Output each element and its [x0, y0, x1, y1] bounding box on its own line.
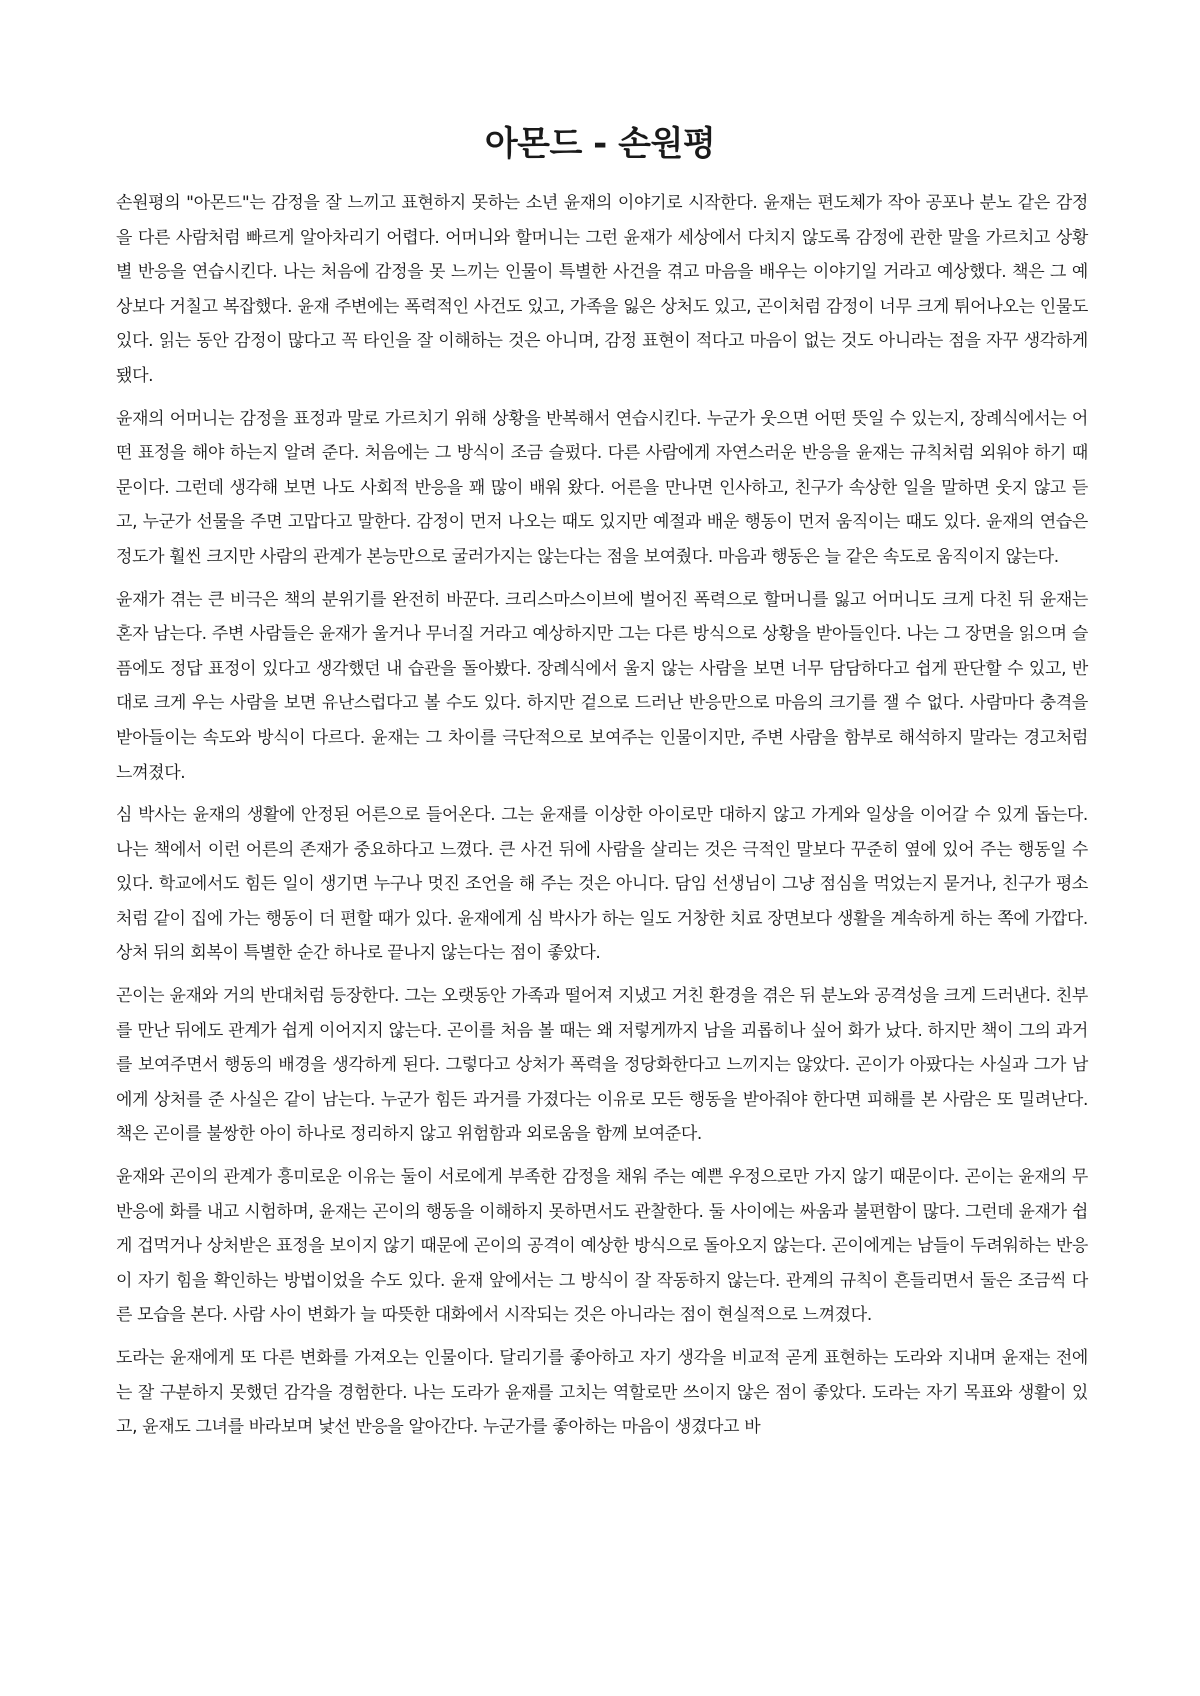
paragraph-4: 심 박사는 윤재의 생활에 안정된 어른으로 들어온다. 그는 윤재를 이상한 아이로만 대하지 않고 가게와 일상을 이어갈 수 있게 돕는다. 나는 책에서 이런 어른의 존재가 중요하다고 느꼈다. 큰 사건 뒤에 사람을 살리는 것은 극적인 말보다 꾸준히 옆에 있어 주는 행동일 수 있다. 학교에서도 힘든 일이 생기면 누구나 멋진 조언을 해 주는 것은 아니다. 담임 선생님이 그냥 점심을 먹었는지 묻거나, 친구가 평소처럼 같이 집에 가는 행동이 더 편할 때가 있다. 윤재에게 심 박사가 하는 일도 거창한 치료 장면보다 생활을 계속하게 하는 쪽에 가깝다. 상처 뒤의 회복이 특별한 순간 하나로 끝나지 않는다는 점이 좋았다.	[116, 805, 1088, 964]
paragraph-2: 윤재의 어머니는 감정을 표정과 말로 가르치기 위해 상황을 반복해서 연습시킨다. 누군가 웃으면 어떤 뜻일 수 있는지, 장례식에서는 어떤 표정을 해야 하는지 알려 준다. 처음에는 그 방식이 조금 슬펐다. 다른 사람에게 자연스러운 반응을 윤재는 규칙처럼 외워야 하기 때문이다. 그런데 생각해 보면 나도 사회적 반응을 꽤 많이 배워 왔다. 어른을 만나면 인사하고, 친구가 속상한 일을 말하면 웃지 않고 듣고, 누군가 선물을 주면 고맙다고 말한다. 감정이 먼저 나오는 때도 있지만 예절과 배운 행동이 먼저 움직이는 때도 있다. 윤재의 연습은 정도가 훨씬 크지만 사람의 관계가 본능만으로 굴러가지는 않는다는 점을 보여줬다. 마음과 행동은 늘 같은 속도로 움직이지 않는다.	[116, 408, 1088, 567]
document-body	[116, 186, 1088, 1453]
document-title: 아몬드 - 손원평	[484, 124, 716, 164]
paragraph-3: 윤재가 겪는 큰 비극은 책의 분위기를 완전히 바꾼다. 크리스마스이브에 벌어진 폭력으로 할머니를 잃고 어머니도 크게 다친 뒤 윤재는 혼자 남는다. 주변 사람들은 윤재가 울거나 무너질 거라고 예상하지만 그는 다른 방식으로 상황을 받아들인다. 나는 그 장면을 읽으며 슬픔에도 정답 표정이 있다고 생각했던 내 습관을 돌아봤다. 장례식에서 울지 않는 사람을 보면 너무 담담하다고 쉽게 판단할 수 있고, 반대로 크게 우는 사람을 보면 유난스럽다고 볼 수도 있다. 하지만 겉으로 드러난 반응만으로 마음의 크기를 잴 수 없다. 사람마다 충격을 받아들이는 속도와 방식이 다르다. 윤재는 그 차이를 극단적으로 보여주는 인물이지만, 주변 사람을 함부로 해석하지 말라는 경고처럼 느껴졌다.	[116, 589, 1088, 783]
paragraph-1: 손원평의 "아몬드"는 감정을 잘 느끼고 표현하지 못하는 소년 윤재의 이야기로 시작한다. 윤재는 편도체가 작아 공포나 분노 같은 감정을 다른 사람처럼 빠르게 알아차리기 어렵다. 어머니와 할머니는 그런 윤재가 세상에서 다치지 않도록 감정에 관한 말을 가르치고 상황별 반응을 연습시킨다. 나는 처음에 감정을 못 느끼는 인물이 특별한 사건을 겪고 마음을 배우는 이야기일 거라고 예상했다. 책은 그 예상보다 거칠고 복잡했다. 윤재 주변에는 폭력적인 사건도 있고, 가족을 잃은 상처도 있고, 곤이처럼 감정이 너무 크게 튀어나오는 인물도 있다. 읽는 동안 감정이 많다고 꼭 타인을 잘 이해하는 것은 아니며, 감정 표현이 적다고 마음이 없는 것도 아니라는 점을 자꾸 생각하게 됐다.	[116, 193, 1088, 386]
paragraph-6: 윤재와 곤이의 관계가 흥미로운 이유는 둘이 서로에게 부족한 감정을 채워 주는 예쁜 우정으로만 가지 않기 때문이다. 곤이는 윤재의 무반응에 화를 내고 시험하며, 윤재는 곤이의 행동을 이해하지 못하면서도 관찰한다. 둘 사이에는 싸움과 불편함이 많다. 그런데 윤재가 쉽게 겁먹거나 상처받은 표정을 보이지 않기 때문에 곤이의 공격이 예상한 방식으로 돌아오지 않는다. 곤이에게는 남들이 두려워하는 반응이 자기 힘을 확인하는 방법이었을 수도 있다. 윤재 앞에서는 그 방식이 잘 작동하지 않는다. 관계의 규칙이 흔들리면서 둘은 조금씩 다른 모습을 본다. 사람 사이 변화가 늘 따뜻한 대화에서 시작되는 것은 아니라는 점이 현실적으로 느껴졌다.	[116, 1167, 1088, 1326]
paragraph-7: 도라는 윤재에게 또 다른 변화를 가져오는 인물이다. 달리기를 좋아하고 자기 생각을 비교적 곧게 표현하는 도라와 지내며 윤재는 전에는 잘 구분하지 못했던 감각을 경험한다. 나는 도라가 윤재를 고치는 역할로만 쓰이지 않은 점이 좋았다. 도라는 자기 목표와 생활이 있고, 윤재도 그녀를 바라보며 낯선 반응을 알아간다. 누군가를 좋아하는 마음이 생겼다고 바	[116, 1348, 1088, 1438]
paragraph-5: 곤이는 윤재와 거의 반대처럼 등장한다. 그는 오랫동안 가족과 떨어져 지냈고 거친 환경을 겪은 뒤 분노와 공격성을 크게 드러낸다. 친부를 만난 뒤에도 관계가 쉽게 이어지지 않는다. 곤이를 처음 볼 때는 왜 저렇게까지 남을 괴롭히나 싶어 화가 났다. 하지만 책이 그의 과거를 보여주면서 행동의 배경을 생각하게 된다. 그렇다고 상처가 폭력을 정당화한다고 느끼지는 않았다. 곤이가 아팠다는 사실과 그가 남에게 상처를 준 사실은 같이 남는다. 누군가 힘든 과거를 가졌다는 이유로 모든 행동을 받아줘야 한다면 피해를 본 사람은 또 밀려난다. 책은 곤이를 불쌍한 아이 하나로 정리하지 않고 위험함과 외로움을 함께 보여준다.	[116, 986, 1088, 1145]
